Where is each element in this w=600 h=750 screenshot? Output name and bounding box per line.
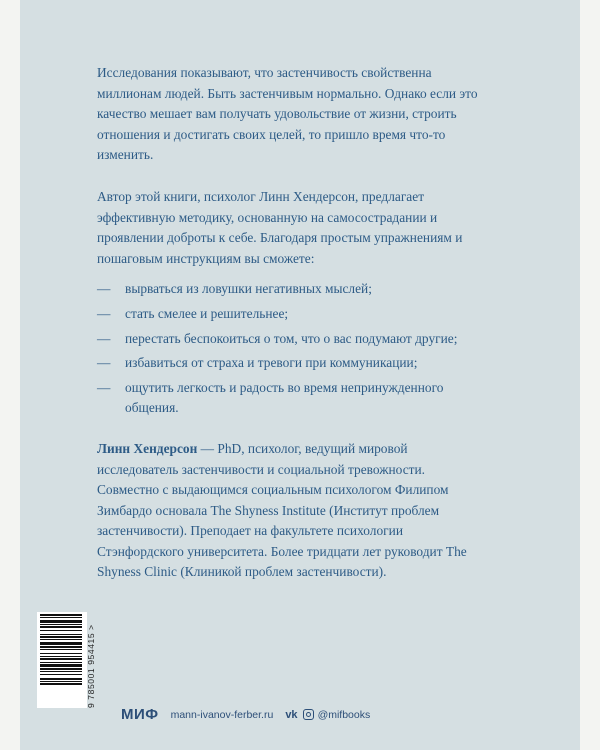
barcode-bar bbox=[40, 620, 82, 623]
barcode-bar bbox=[40, 634, 82, 635]
barcode-bar bbox=[40, 671, 82, 672]
list-item: — избавиться от страха и тревоги при коммуникации; bbox=[97, 353, 479, 374]
social-handle[interactable]: @mifbooks bbox=[317, 708, 371, 721]
dash-bullet: — bbox=[97, 330, 111, 346]
method-paragraph: Автор этой книги, психолог Линн Хендерсон, предлагает эффективную методику, основанную на самосострадании и проявлении доброты к себе. Благодаря простым упражнениям и пошаговым инструкциям вы сможете: bbox=[97, 188, 463, 266]
publisher-website[interactable]: mann-ivanov-ferber.ru bbox=[170, 708, 274, 721]
cover-text bbox=[97, 63, 479, 604]
dash-bullet: — bbox=[97, 281, 111, 297]
barcode-bar bbox=[40, 626, 82, 628]
barcode-bar bbox=[40, 668, 82, 670]
barcode-bar bbox=[40, 674, 82, 675]
barcode-bar bbox=[40, 630, 82, 631]
publisher-logo: МИФ bbox=[121, 706, 159, 723]
instagram-icon[interactable] bbox=[303, 709, 314, 720]
barcode-bar bbox=[40, 653, 82, 654]
barcode-bar bbox=[40, 614, 82, 616]
list-item: — ощутить легкость и радость во время непринужденного общения. bbox=[97, 379, 444, 416]
barcode-bar bbox=[40, 646, 82, 648]
author-name: Линн Хендерсон bbox=[97, 440, 198, 456]
barcode-bar bbox=[40, 681, 82, 682]
dash-bullet: — bbox=[97, 379, 111, 395]
barcode-bar bbox=[40, 683, 82, 685]
dash-bullet: — bbox=[97, 305, 111, 321]
barcode-bar bbox=[40, 642, 82, 645]
dash-bullet: — bbox=[97, 355, 111, 371]
barcode-bar bbox=[40, 662, 82, 663]
intro-paragraph: Исследования показывают, что застенчивость свойственна миллионам людей. Быть застенчивым нормально. Однако если это качество мешает вам получать удовольствие от жизни, строить отношения и достигать своих целей, то пришло время что-то изменить. bbox=[97, 65, 478, 163]
barcode-bar bbox=[40, 664, 82, 667]
barcode-bar bbox=[40, 624, 82, 625]
benefits-list bbox=[97, 279, 479, 419]
isbn-number: 9 785001 954415 > bbox=[86, 624, 96, 708]
barcode-bar bbox=[40, 649, 82, 650]
isbn-barcode bbox=[37, 612, 87, 708]
list-item: — стать смелее и решительнее; bbox=[97, 304, 479, 325]
barcode-bar bbox=[40, 636, 82, 638]
barcode-bar bbox=[40, 639, 82, 640]
barcode-bar bbox=[40, 678, 82, 680]
list-item: — вырваться из ловушки негативных мыслей; bbox=[97, 279, 479, 300]
publisher-footer bbox=[121, 706, 370, 723]
author-bio bbox=[97, 439, 479, 583]
author-bio-text: — PhD, психолог, ведущий мировой исследователь застенчивости и социальной тревожности. Совместно с выдающимся социальным психологом Филипом Зимбардо основала The Shyness Institute (Институт проблем застенчивости). Преподает на факультете психологии Стэнфордского университета. Более тридцати лет руководит The Shyness Clinic (Клиникой проблем застенчивости). bbox=[97, 440, 467, 580]
barcode-bar bbox=[40, 658, 82, 660]
barcode-bar bbox=[40, 617, 82, 618]
barcode-bar bbox=[40, 656, 82, 657]
vk-icon[interactable]: vk bbox=[285, 708, 298, 721]
list-item: — перестать беспокоиться о том, что о вас подумают другие; bbox=[97, 329, 479, 350]
barcode-bars bbox=[37, 612, 87, 708]
